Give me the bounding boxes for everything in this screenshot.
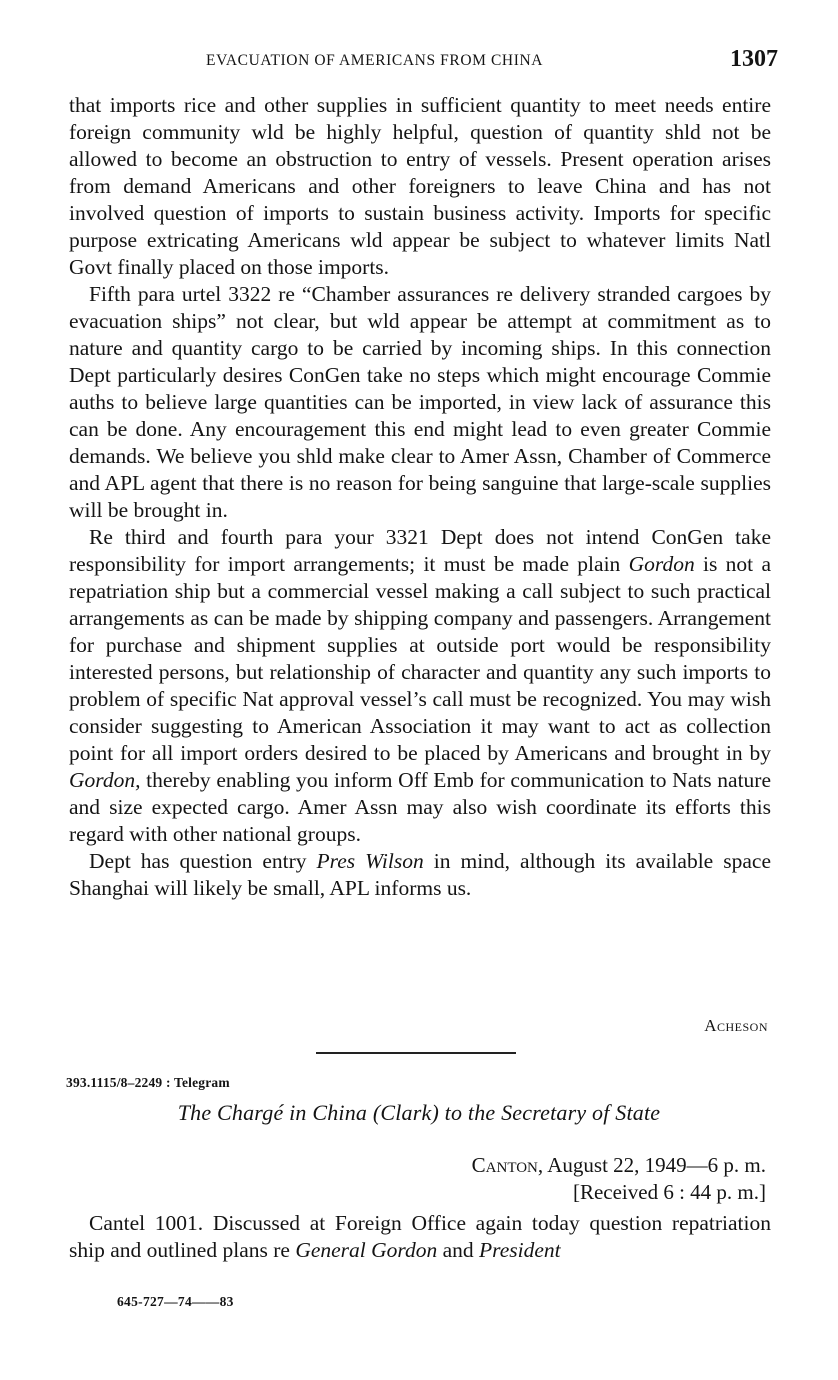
italic-text: General Gordon [295, 1238, 438, 1262]
text-run: Fifth para urtel 3322 re “Chamber assurances re delivery stranded cargoes by evacuation ships” not clear, but wld appear be attempt at commitment as to nature and quantity cargo to be carried by incoming ships. In this connection Dept particularly desires ConGen take no steps which might encourage Commie auths to believe large quantities can be imported, in view lack of assurance this can be done. Any encouragement this end might lead to even greater Commie demands. We believe you shld make clear to Amer Assn, Chamber of Commerce and APL agent that there is no reason for being sanguine that large-scale supplies will be brought in. [69, 282, 771, 522]
text-run: in mind, although its available space Shanghai will likely be small, APL informs us. [69, 849, 771, 900]
letter-body [69, 92, 771, 902]
text-run: Re third and fourth para your 3321 Dept does not intend ConGen take responsibility for import arrangements; it must be made plain [69, 525, 771, 576]
italic-text: Gordon [628, 552, 695, 576]
italic-text: President [479, 1238, 561, 1262]
printer-code: 645-727—74——83 [117, 1294, 234, 1309]
dateline [472, 1152, 766, 1206]
text-run: thereby enabling you inform Off Emb for communication to Nats nature and size expected cargo. Amer Assn may also wish coordinate its efforts this regard with other national groups. [69, 768, 771, 846]
text-run: is not a repatriation ship but a commercial vessel making a call subject to such practical arrangements as can be made by shipping company and passengers. Arrangement for purchase and shipment supplies at outside port would be responsibility interested persons, but relationship of character and quantity any such imports to problem of specific Nat approval vessel’s call must be recognized. You may wish consider suggesting to American Association it may want to act as collection point for all import orders desired to be placed by Americans and brought in by [69, 552, 771, 765]
document-title: The Chargé in China (Clark) to the Secretary of State [177, 1100, 661, 1125]
section-divider [316, 1052, 516, 1054]
dateline-sent [472, 1152, 766, 1179]
signature: Acheson [704, 1016, 768, 1035]
paragraph [69, 281, 771, 524]
dateline-date: August 22, 1949—6 p. m. [543, 1153, 766, 1177]
telegram-body [69, 1210, 771, 1264]
paragraph [69, 1210, 771, 1264]
italic-text: Gordon, [69, 768, 141, 792]
text-run: and [437, 1238, 480, 1262]
paragraph [69, 848, 771, 902]
dateline-received: [Received 6 : 44 p. m.] [572, 1180, 766, 1204]
text-run: Cantel 1001. Discussed at Foreign Office again today question repatriation ship and outlined plans re [69, 1211, 771, 1262]
paragraph [69, 524, 771, 848]
text-run: that imports rice and other supplies in sufficient quantity to meet needs entire foreign community wld be highly helpful, question of quantity shld not be allowed to become an obstruction to entry of vessels. Present operation arises from demand Americans and other foreigners to leave China and has not involved question of imports to sustain business activity. Imports for specific purpose extricating Americans wld appear be subject to whatever limits Natl Govt finally placed on those imports. [69, 93, 771, 279]
running-header [66, 46, 778, 76]
page-number: 1307 [730, 46, 778, 72]
file-reference: 393.1115/8–2249 : Telegram [66, 1075, 230, 1090]
running-title: EVACUATION OF AMERICANS FROM CHINA [206, 52, 544, 69]
paragraph [69, 92, 771, 281]
dateline-place: Canton, [471, 1153, 544, 1177]
text-run: Dept has question entry [89, 849, 317, 873]
italic-text: Pres Wilson [316, 849, 424, 873]
